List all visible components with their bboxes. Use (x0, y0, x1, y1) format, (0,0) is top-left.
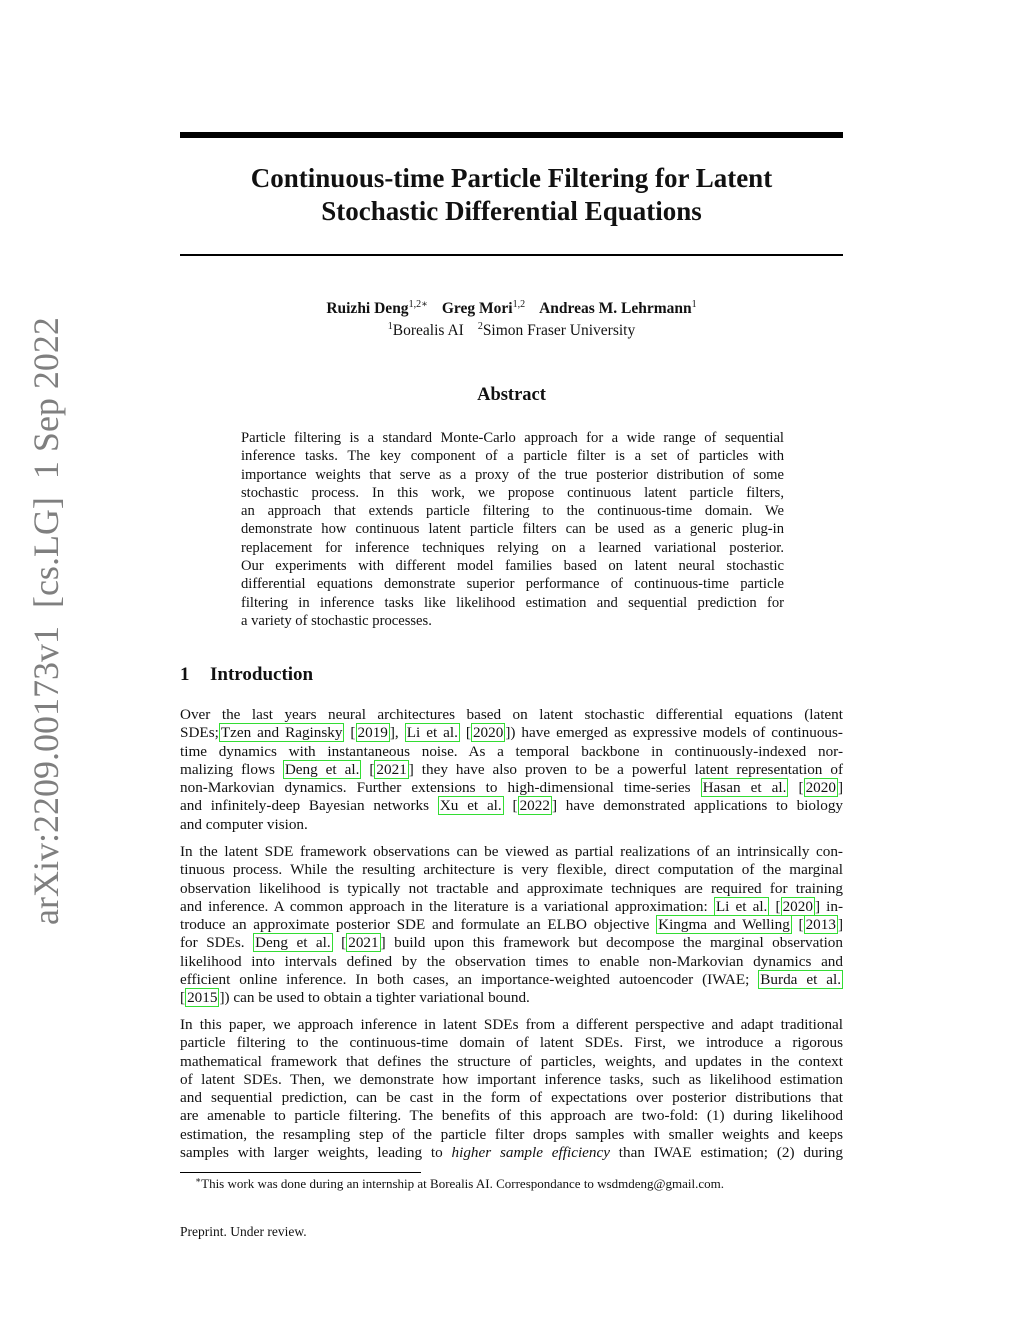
text-line: observation likelihood is typically not tractable and approximate techniques are required for training (180, 879, 843, 897)
intro-paragraph-1 (180, 706, 843, 834)
title-rule-top (180, 132, 843, 138)
text-line: of latent SDEs. Then, we demonstrate how important inference tasks, such as likelihood estimation (180, 1070, 843, 1088)
citation-link[interactable]: Li et al. (715, 897, 768, 915)
citation-link[interactable]: Deng et al. (255, 934, 331, 952)
abstract-line: demonstrate how continuous latent particle filters can be used as a generic plug-in (241, 521, 784, 538)
affiliation-mark: 1 (387, 321, 393, 332)
citation-year-link[interactable]: 2022 (519, 797, 550, 815)
text-line: and inference. A common approach in the literature is a variational approximation: Li et al. [ 2020 ] in- (180, 897, 844, 915)
citation-link[interactable]: Burda et al. (760, 971, 842, 989)
author-name: Greg Mori (441, 300, 513, 317)
affiliations (180, 320, 843, 342)
text-line: mathematical framework that defines the structure of particles, weights, and updates in the context (180, 1052, 843, 1070)
text-line: particle filtering to the continuous-time domain of latent SDEs. First, we introduce a rigorous (180, 1034, 843, 1052)
abstract-body (241, 429, 784, 630)
author-name: Ruizhi Deng (326, 300, 409, 317)
citation-year-link[interactable]: 2020 (805, 779, 836, 797)
arxiv-stamp (25, 317, 67, 925)
abstract-line: a variety of stochastic processes. (241, 612, 432, 629)
footnote-rule (180, 1172, 421, 1173)
author-names (180, 298, 843, 320)
abstract-line: replacement for inference techniques relying on a learned variational posterior. (241, 539, 784, 556)
abstract-line: Our experiments with different model families based on latent neural stochastic (241, 558, 784, 575)
citation-year-link[interactable]: 2019 (357, 724, 388, 742)
arxiv-category: [cs.LG] (26, 497, 66, 609)
citation-link[interactable]: Deng et al. (284, 760, 360, 778)
abstract-line: importance weights that serve as a proxy of the true posterior distribution of some (241, 466, 784, 483)
text-line: time dynamics with instantaneous noise. As a temporal backbone in continuously-indexed nor- (180, 742, 843, 760)
title-rule-bottom (180, 254, 843, 256)
text-line: and sequential prediction, can be cast in the form of expectations over posterior distributions that (180, 1089, 843, 1107)
text-line: non-Markovian dynamics. Further extensions to high-dimensional time-series Hasan et al. [ 2020 ] (180, 779, 843, 797)
citation-link[interactable]: Tzen and Raginsky (220, 724, 343, 742)
citation-year-link[interactable]: 2015 (187, 989, 218, 1007)
text-line: likelihood into intervals defined by the observation times to enable non-Markovian dynamics and (180, 952, 843, 970)
affiliation-name: Borealis AI (392, 322, 464, 339)
author-affiliation-mark: 1,2∗ (408, 299, 428, 310)
abstract-line: an approach that extends particle filtering to the continuous-time domain. We (241, 503, 784, 520)
abstract-line: inference tasks. The key component of a particle filter is a set of particles with (241, 448, 784, 465)
text-line: In this paper, we approach inference in latent SDEs from a different perspective and adapt traditional (180, 1016, 843, 1033)
author-name: Andreas M. Lehrmann (539, 300, 692, 317)
footnote-text: This work was done during an internship at Borealis AI. Correspondance to wsdmdeng@gmail.com. (201, 1176, 724, 1191)
abstract-heading: Abstract (477, 385, 546, 405)
text-line: In the latent SDE framework observations can be viewed as partial realizations of an intrinsically con- (180, 843, 843, 860)
abstract-line: stochastic process. In this work, we propose continuous latent particle filters, (241, 484, 784, 501)
author-affiliation-mark: 1,2 (512, 299, 526, 310)
text-line: estimation, the resampling step of the particle filter drops samples with smaller weights and keeps (180, 1125, 843, 1143)
title-line: Stochastic Differential Equations (321, 196, 702, 226)
citation-link[interactable]: Li et al. (406, 724, 458, 742)
affiliation-name: Simon Fraser University (482, 322, 636, 339)
abstract-line: Particle filtering is a standard Monte-Carlo approach for a wide range of sequential (241, 430, 784, 446)
citation-year-link[interactable]: 2020 (782, 897, 813, 915)
section-number: 1 (180, 664, 190, 685)
footnote-mark: ∗ (195, 1175, 202, 1185)
text-line: malizing flows Deng et al. [ 2021 ] they have also proven to be a powerful latent representation of (180, 760, 844, 778)
text-line: and computer vision. (180, 815, 308, 833)
abstract-line: filtering in inference tasks like likelihood estimation and sequential prediction for (241, 594, 784, 611)
section-title: Introduction (210, 664, 314, 685)
text-line: efficient online inference. In both cases, an importance-weighted autoencoder (IWAE; Burda et al. (180, 971, 842, 989)
paper-title (180, 162, 843, 228)
affiliation-mark: 2 (477, 321, 483, 332)
arxiv-id: arXiv:2209.00173v1 (26, 626, 66, 925)
abstract-line: differential equations demonstrate superior performance of continuous-time particle (241, 576, 784, 593)
author-block (180, 298, 843, 342)
citation-year-link[interactable]: 2021 (348, 934, 379, 952)
title-line: Continuous-time Particle Filtering for Latent (250, 163, 773, 193)
text-line: and infinitely-deep Bayesian networks Xu et al. [ 2022 ] have demonstrated applications to biology (180, 797, 844, 815)
text-line: samples with larger weights, leading to higher sample efficiency than IWAE estimation; (2) during (180, 1144, 843, 1162)
citation-year-link[interactable]: 2013 (805, 916, 836, 934)
footnote (195, 1176, 724, 1192)
arxiv-date: 1 Sep 2022 (26, 317, 66, 480)
text-line: are amenable to particle filtering. The benefits of this approach are two-fold: (1) during likelihood (180, 1107, 843, 1125)
text-line: tinuous process. While the resulting architecture is very flexible, direct computation of the marginal (180, 861, 843, 879)
intro-paragraph-3 (180, 1016, 843, 1162)
text-line: Over the last years neural architectures based on latent stochastic differential equations (latent (180, 706, 843, 723)
citation-link[interactable]: Hasan et al. (702, 779, 787, 797)
section-heading-introduction (180, 664, 313, 686)
preprint-notice: Preprint. Under review. (180, 1224, 307, 1239)
emphasis-text: higher sample efficiency (451, 1144, 610, 1162)
intro-paragraph-2 (180, 843, 843, 1008)
citation-link[interactable]: Kingma and Welling (658, 916, 790, 934)
text-line: troduce an approximate posterior SDE and formulate an ELBO objective Kingma and Welling [ 2013 ] (180, 916, 844, 934)
citation-year-link[interactable]: 2020 (472, 724, 504, 742)
author-affiliation-mark: 1 (691, 299, 697, 310)
text-line: SDEs; Tzen and Raginsky [ 2019 ], Li et al. [ 2020 ]) have emerged as expressive models of continuous- (180, 724, 843, 742)
text-line: [ 2015 ]) can be used to obtain a tighter variational bound. (180, 989, 530, 1007)
citation-link[interactable]: Xu et al. (439, 797, 502, 815)
citation-year-link[interactable]: 2021 (376, 760, 407, 778)
text-line: for SDEs. Deng et al. [ 2021 ] build upon this framework but decompose the marginal observation (180, 934, 843, 952)
